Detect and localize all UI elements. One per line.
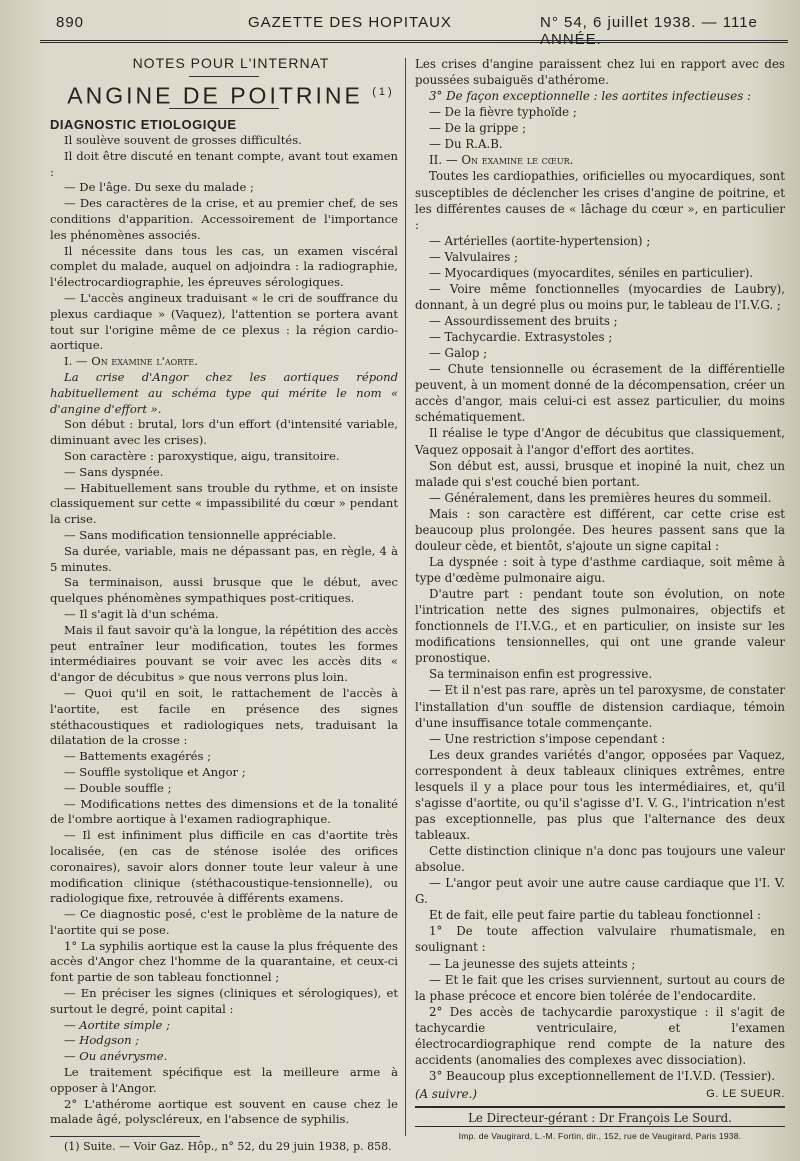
paragraph: — Souffle systolique et Angor ; xyxy=(64,764,246,779)
right-column xyxy=(415,56,785,1144)
paragraph: La crise d'Angor chez les aortiques répond habituellement au schéma type qui mérite le nom « d'angine d'effort ». xyxy=(50,370,398,416)
paragraph: — Sans dyspnée. xyxy=(64,464,164,479)
paragraph: Sa terminaison enfin est progressive. xyxy=(429,667,653,682)
paragraph: — Une restriction s'impose cependant : xyxy=(429,731,666,746)
paragraph: — De l'âge. Du sexe du malade ; xyxy=(64,180,254,195)
paragraph: 3° De façon exceptionnelle : les aortites infectieuses : xyxy=(429,89,751,104)
paragraph: Il nécessite dans tous les cas, un examen viscéral complet du malade, auquel on adjoindra : la radiographie, l'électrocardiographie, les épreuves sérologiques. xyxy=(50,243,398,290)
printer-credit: Imp. de Vaugirard, L.-M. Fortin, dir., 152, rue de Vaugirard, Paris 1938. xyxy=(415,1126,785,1144)
rubric-rule xyxy=(189,76,259,77)
paragraph: Toutes les cardiopathies, orificielles ou myocardiques, sont susceptibles de déclencher les crises d'angine de poitrine, et les différentes causes de « lâchage du cœur », en particulier : xyxy=(415,169,785,232)
paragraph: Sa terminaison, aussi brusque que le début, avec quelques phénomènes sympathiques post-critiques. xyxy=(50,575,398,606)
header-rule xyxy=(40,40,788,43)
title-footnote-ref: (1) xyxy=(372,85,395,98)
column-divider xyxy=(405,58,406,1136)
paragraph: — Battements exagérés ; xyxy=(64,749,212,764)
paragraph: — Hodgson ; xyxy=(64,1033,140,1048)
paragraph: La dyspnée : soit à type d'asthme cardiaque, soit même à type d'œdème pulmonaire aigu. xyxy=(415,554,785,585)
paragraph: — Galop ; xyxy=(429,346,488,361)
paragraph: — La jeunesse des sujets atteints ; xyxy=(429,956,636,971)
footnote: (1) Suite. — Voir Gaz. Hôp., n° 52, du 29 juin 1938, p. 858. xyxy=(64,1140,392,1154)
paragraph: — L'accès angineux traduisant « le cri de souffrance du plexus cardiaque » (Vaquez), l'attention se portera avant tout sur l'origine même de ce plexus : la région cardio-aortique. xyxy=(50,291,398,353)
page-number: 890 xyxy=(56,14,85,31)
rubric: NOTES POUR L'INTERNAT xyxy=(132,55,330,71)
paragraph: — Et il n'est pas rare, après un tel paroxysme, de constater l'installation d'un souffle de distension cardiaque, témoin d'une insuffisance totale commençante. xyxy=(415,683,785,730)
paragraph: Et de fait, elle peut faire partie du tableau fonctionnel : xyxy=(429,908,762,923)
subsection-heading: I. — On examine l'aorte. xyxy=(64,354,198,369)
director-rule xyxy=(415,1106,785,1108)
paragraph: 3° Beaucoup plus exceptionnellement de l'I.V.D. (Tessier). xyxy=(429,1068,775,1083)
journal-title: GAZETTE DES HOPITAUX xyxy=(248,14,452,31)
paragraph: 2° Des accès de tachycardie paroxystique : il s'agit de tachycardie ventriculaire, et l'examen électrocardiographique rend compte de la nature des accidents (anomalies des complexes avec dissociation). xyxy=(415,1004,785,1067)
paragraph: — Il est infiniment plus difficile en cas d'aortite très localisée, (en cas de sténose isolée des orifices coronaires), savoir alors donner toute leur valeur à une modification clinique (stéthacoustique-tensionnelle), ou radiologique fixe, retrouvée à différents examens. xyxy=(50,828,398,906)
paragraph: — Du R.A.B. xyxy=(429,137,503,152)
paragraph: — Ce diagnostic posé, c'est le problème de la nature de l'aortite qui se pose. xyxy=(50,907,398,937)
paragraph: — Assourdissement des bruits ; xyxy=(429,314,618,328)
paragraph: D'autre part : pendant toute son évolution, on note l'intrication nette des signes pulmonaires, objectifs et fonctionnels de l'I.V.G., et en particulier, on insiste sur les modifications tensionnelles, qui ont une grande valeur pronostique. xyxy=(415,587,785,666)
paragraph: — De la fièvre typhoïde ; xyxy=(429,105,577,120)
paragraph: — Tachycardie. Extrasystoles ; xyxy=(429,330,613,345)
paragraph: Mais il faut savoir qu'à la longue, la répétition des accès peut entraîner leur modification, toutes les formes intermédiaires pouvant se voir avec les accès dits « d'angor de décubitus » que nous verrons plus loin. xyxy=(50,622,398,685)
paragraph: Les crises d'angine paraissent chez lui en rapport avec des poussées subaiguës d'athérome. xyxy=(415,57,785,88)
signature-line xyxy=(415,1086,785,1102)
paragraph: — Il s'agit là d'un schéma. xyxy=(64,606,219,621)
paragraph: — Sans modification tensionnelle appréciable. xyxy=(64,527,337,542)
paragraph: — L'angor peut avoir une autre cause cardiaque que l'I. V. G. xyxy=(415,876,785,907)
section-heading: DIAGNOSTIC ETIOLOGIQUE xyxy=(50,117,237,133)
article-title xyxy=(50,82,398,109)
paragraph: Les deux grandes variétés d'angor, opposées par Vaquez, correspondent à deux tableaux cliniques extrêmes, entre lesquels il y a place pour tous les intermédiaires, et, qu'il s'agisse d'aortite, ou qu'il s'agisse d'I. V. G., l'intrication n'est pas exceptionnelle, pas plus que l'alternance des deux tableaux. xyxy=(415,747,785,842)
paragraph: — Modifications nettes des dimensions et de la tonalité de l'ombre aortique à l'examen radiographique. xyxy=(50,796,398,827)
paragraph: — Ou anévrysme. xyxy=(64,1049,168,1064)
paragraph: Son début : brutal, lors d'un effort (d'intensité variable, diminuant avec les crises). xyxy=(50,417,398,448)
paragraph: — Double souffle ; xyxy=(64,780,172,795)
paragraph: — De la grippe ; xyxy=(429,121,527,136)
paragraph: Cette distinction clinique n'a donc pas toujours une valeur absolue. xyxy=(415,844,785,875)
paragraph: — Généralement, dans les premières heures du sommeil. xyxy=(429,490,772,505)
author: G. LE SUEUR. xyxy=(706,1088,785,1100)
paragraph: — Voire même fonctionnelles (myocardies de Laubry), donnant, à un degré plus ou moins pur, le tableau de l'I.V.G. ; xyxy=(415,281,785,312)
paragraph: Il doit être discuté en tenant compte, avant tout examen : xyxy=(50,148,398,179)
paragraph: — En préciser les signes (cliniques et sérologiques), et surtout le degré, point capital : xyxy=(50,986,398,1016)
paragraph: Son caractère : paroxystique, aigu, transitoire. xyxy=(64,448,340,463)
footnote-rule xyxy=(50,1136,200,1137)
paragraph: Son début est, aussi, brusque et inopiné la nuit, chez un malade qui s'est couché bien portant. xyxy=(415,458,785,489)
paragraph: Le traitement spécifique est la meilleure arme à opposer à l'Angor. xyxy=(50,1065,398,1095)
paragraph: — Myocardiques (myocardites, séniles en particulier). xyxy=(429,265,754,280)
paragraph: 1° De toute affection valvulaire rhumatismale, en soulignant : xyxy=(415,924,785,955)
paragraph: — Habituellement sans trouble du rythme, et on insiste classiquement sur cette « impassibilité du cœur » pendant la crise. xyxy=(50,480,398,527)
subsection-heading: II. — On examine le cœur. xyxy=(429,153,574,168)
to-be-continued: (A suivre.) xyxy=(415,1087,477,1101)
paragraph: — Et le fait que les crises surviennent, surtout au cours de la phase précoce et encore bien tolérée de l'endocardite. xyxy=(415,972,785,1003)
paragraph: 1° La syphilis aortique est la cause la plus fréquente des accès d'Angor chez l'homme de la quarantaine, et ceux-ci font partie de son tableau fonctionnel ; xyxy=(50,938,398,985)
paragraph: — Aortite simple ; xyxy=(64,1017,170,1032)
paragraph: — Artérielles (aortite-hypertension) ; xyxy=(429,233,651,248)
paragraph: — Des caractères de la crise, et au premier chef, de ses conditions d'apparition. Accessoirement de l'importance les phénomènes associés. xyxy=(50,196,398,242)
paragraph: — Chute tensionnelle ou écrasement de la différentielle peuvent, à un moment donné de la décompensation, créer un accès d'angor, mais celui-ci est assez particulier, du moins schématiquement. xyxy=(415,362,785,425)
paragraph: Sa durée, variable, mais ne dépassant pas, en règle, 4 à 5 minutes. xyxy=(50,543,398,574)
left-column xyxy=(50,56,398,1155)
paragraph: — Quoi qu'il en soit, le rattachement de l'accès à l'aortite, est facile en présence des signes stéthacoustiques et radiologiques nets, traduisant la dilatation de la crosse : xyxy=(50,685,398,748)
article-title-text: ANGINE DE POITRINE xyxy=(67,82,363,109)
paragraph: 2° L'athérome aortique est souvent en cause chez le malade âgé, polyscléreux, en l'absence de syphilis. xyxy=(50,1096,398,1127)
paragraph: Il réalise le type d'Angor de décubitus que classiquement, Vaquez opposait à l'angor d'effort des aortites. xyxy=(415,426,785,457)
page-header xyxy=(40,14,780,48)
paragraph: — Valvulaires ; xyxy=(429,249,519,264)
director-credit: Le Directeur-gérant : Dr François Le Sourd. xyxy=(468,1111,732,1126)
paragraph: Mais : son caractère est différent, car cette crise est beaucoup plus prolongée. Des heures passent sans que la douleur cède, et bientôt, s'ajoute un signe capital : xyxy=(415,506,785,553)
issue-info: N° 54, 6 juillet 1938. — 111e ANNÉE. xyxy=(540,14,758,48)
paragraph: Il soulève souvent de grosses difficultés. xyxy=(64,133,302,148)
